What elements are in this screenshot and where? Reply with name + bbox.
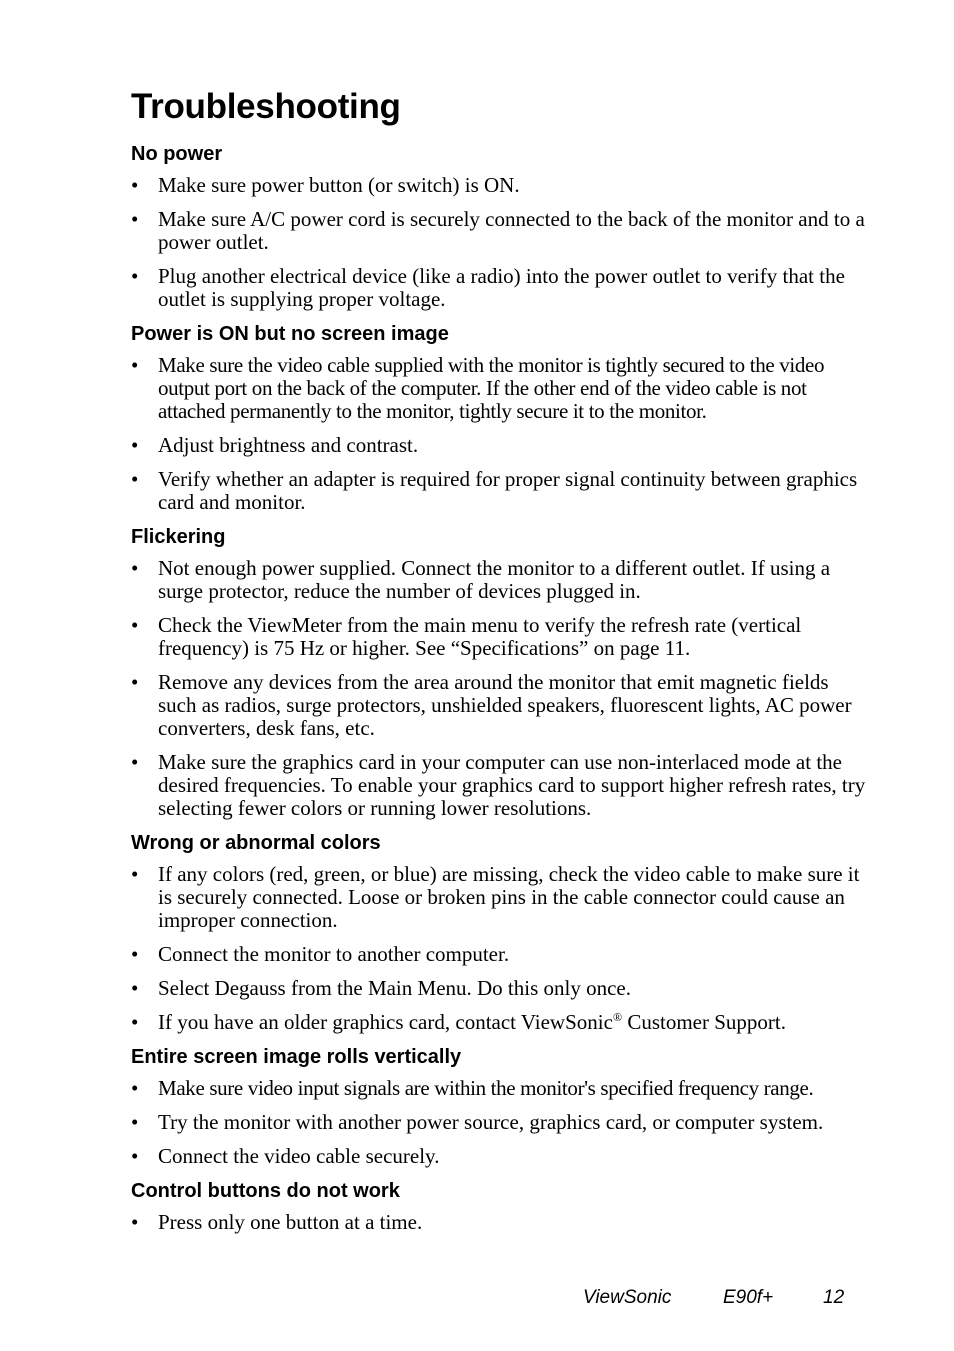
list-item: • Try the monitor with another power source, graphics card, or computer system. xyxy=(131,1111,871,1134)
list-item: • Not enough power supplied. Connect the monitor to a different outlet. If using a surge protector, reduce the number of devices plugged in. xyxy=(131,557,871,603)
section-flickering xyxy=(131,525,871,820)
bullet-list xyxy=(131,1211,871,1234)
page-footer xyxy=(583,1286,848,1310)
section-image-rolls xyxy=(131,1045,871,1168)
list-item xyxy=(131,1011,871,1034)
section-wrong-colors xyxy=(131,831,871,1034)
list-item: • Connect the monitor to another computer. xyxy=(131,943,871,966)
section-control-buttons xyxy=(131,1179,871,1234)
section-heading: Wrong or abnormal colors xyxy=(131,832,381,854)
bullet-list xyxy=(131,1077,871,1168)
page-title: Troubleshooting xyxy=(131,87,401,126)
section-no-screen-image xyxy=(131,322,871,514)
list-item: • Press only one button at a time. xyxy=(131,1211,871,1234)
footer-page-number: 12 xyxy=(823,1287,845,1308)
bullet-list xyxy=(131,863,871,1034)
list-item: • Make sure power button (or switch) is ON. xyxy=(131,174,871,197)
list-item: • Select Degauss from the Main Menu. Do this only once. xyxy=(131,977,871,1000)
bullet-list xyxy=(131,174,871,311)
list-item: • Make sure the video cable supplied with the monitor is tightly secured to the video output port on the back of the computer. If the other end of the video cable is not attached permanently to the monitor, tightly secure it to the monitor. xyxy=(131,354,871,423)
list-item: • Make sure the graphics card in your computer can use non-interlaced mode at the desired frequencies. To enable your graphics card to support higher refresh rates, try selecting fewer colors or running lower resolutions. xyxy=(131,751,871,820)
list-item: • Plug another electrical device (like a radio) into the power outlet to verify that the outlet is supplying proper voltage. xyxy=(131,265,871,311)
registered-mark: ® xyxy=(612,1010,623,1024)
section-heading: Flickering xyxy=(131,526,226,548)
section-heading: Control buttons do not work xyxy=(131,1180,400,1202)
list-item: • Make sure video input signals are within the monitor's specified frequency range. xyxy=(131,1077,871,1100)
list-item: • Check the ViewMeter from the main menu to verify the refresh rate (vertical frequency) is 75 Hz or higher. See “Specifications” on page 11. xyxy=(131,614,871,660)
section-heading: Power is ON but no screen image xyxy=(131,323,449,345)
list-item: • Remove any devices from the area around the monitor that emit magnetic fields such as radios, surge protectors, unshielded speakers, fluorescent lights, AC power converters, desk fans, etc. xyxy=(131,671,871,740)
footer-brand: ViewSonic xyxy=(583,1287,672,1308)
footer-model: E90f+ xyxy=(723,1287,774,1308)
list-item: • Adjust brightness and contrast. xyxy=(131,434,871,457)
list-item: • Make sure A/C power cord is securely connected to the back of the monitor and to a power outlet. xyxy=(131,208,871,254)
list-item: • Verify whether an adapter is required for proper signal continuity between graphics card and monitor. xyxy=(131,468,871,514)
page-content xyxy=(131,86,871,1245)
list-item: • If any colors (red, green, or blue) are missing, check the video cable to make sure it is securely connected. Loose or broken pins in the cable connector could cause an improper connection. xyxy=(131,863,871,932)
list-item-text: Customer Support. xyxy=(622,1010,786,1034)
bullet-list xyxy=(131,354,871,514)
section-no-power xyxy=(131,142,871,311)
list-item-text: If you have an older graphics card, contact ViewSonic xyxy=(158,1010,613,1034)
section-heading: No power xyxy=(131,143,223,165)
section-heading: Entire screen image rolls vertically xyxy=(131,1046,462,1068)
bullet-list xyxy=(131,557,871,820)
list-item: • Connect the video cable securely. xyxy=(131,1145,871,1168)
